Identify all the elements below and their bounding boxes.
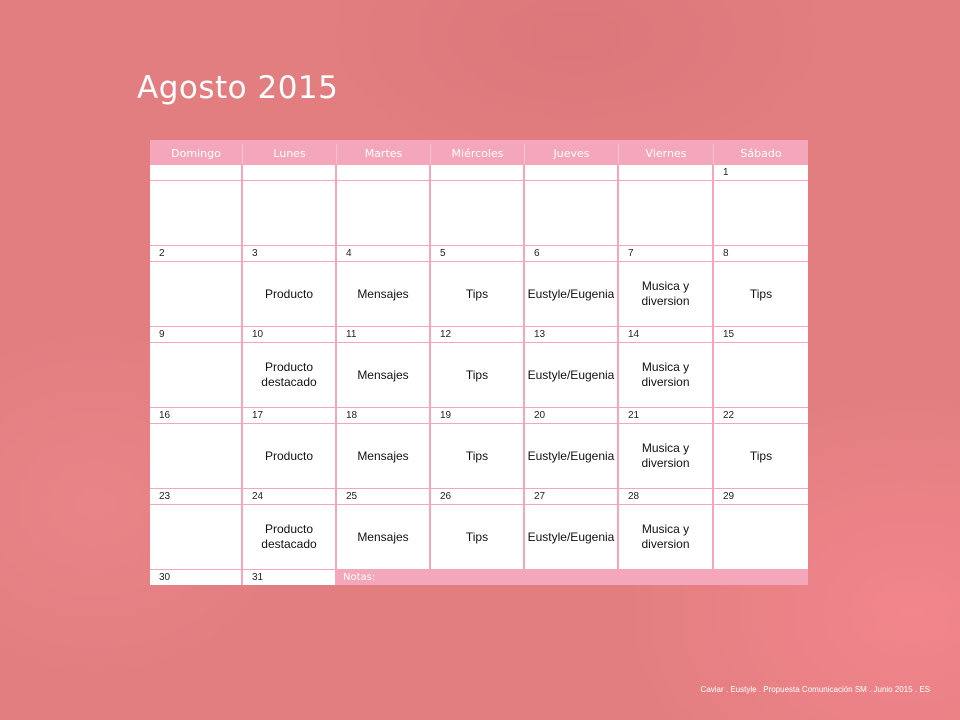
day-number: 31 bbox=[243, 570, 337, 585]
day-number: 15 bbox=[723, 329, 735, 340]
day-number: 28 bbox=[619, 489, 714, 504]
day-number: 14 bbox=[619, 327, 714, 342]
day-number: 3 bbox=[243, 246, 337, 261]
day-content bbox=[619, 181, 714, 245]
week-2-day-numbers bbox=[150, 245, 808, 262]
day-number: 24 bbox=[243, 489, 337, 504]
week-1-content bbox=[150, 181, 808, 245]
day-number: 1 bbox=[723, 167, 729, 178]
day-content: Mensajes bbox=[337, 505, 431, 569]
day-content bbox=[150, 505, 243, 569]
day-content: Tips bbox=[431, 424, 525, 488]
weekday-header-row bbox=[150, 144, 808, 164]
day-number: 29 bbox=[723, 491, 735, 502]
day-content: Tips bbox=[431, 262, 525, 326]
day-content: Tips bbox=[431, 505, 525, 569]
day-number: 26 bbox=[431, 489, 525, 504]
weekday-monday: Lunes bbox=[243, 144, 337, 164]
day-number: 22 bbox=[723, 410, 735, 421]
weekday-tuesday: Martes bbox=[337, 144, 431, 164]
day-number: 23 bbox=[150, 489, 243, 504]
day-number: 9 bbox=[150, 327, 243, 342]
day-content: Mensajes bbox=[337, 424, 431, 488]
day-content: Tips bbox=[431, 343, 525, 407]
day-content bbox=[150, 181, 243, 245]
day-number: 8 bbox=[723, 248, 729, 259]
day-content bbox=[431, 181, 525, 245]
day-number: 18 bbox=[337, 408, 431, 423]
notes-label: Notas: bbox=[337, 570, 808, 585]
day-content: Producto destacado bbox=[243, 505, 337, 569]
day-number: 5 bbox=[431, 246, 525, 261]
day-number: 13 bbox=[525, 327, 619, 342]
day-content: Eustyle/Eugenia bbox=[525, 505, 619, 569]
day-number: 25 bbox=[337, 489, 431, 504]
day-content: Musica y diversion bbox=[619, 505, 714, 569]
calendar-table bbox=[150, 140, 808, 585]
day-content: Producto bbox=[243, 262, 337, 326]
week-3-content bbox=[150, 343, 808, 407]
day-content bbox=[150, 343, 243, 407]
day-content: Eustyle/Eugenia bbox=[525, 424, 619, 488]
day-content: Mensajes bbox=[337, 343, 431, 407]
day-content bbox=[714, 181, 808, 245]
day-content bbox=[525, 181, 619, 245]
day-number: 19 bbox=[431, 408, 525, 423]
day-number: 27 bbox=[525, 489, 619, 504]
day-number bbox=[525, 165, 619, 180]
day-number: 7 bbox=[619, 246, 714, 261]
weekday-saturday: Sábado bbox=[740, 147, 782, 160]
day-content: Eustyle/Eugenia bbox=[525, 262, 619, 326]
footer-text: Caviar . Eustyle . Propuesta Comunicación SM . Junio 2015 . ES bbox=[700, 685, 930, 694]
day-number bbox=[619, 165, 714, 180]
day-content: Tips bbox=[749, 448, 773, 463]
day-number: 4 bbox=[337, 246, 431, 261]
day-content: Musica y diversion bbox=[619, 262, 714, 326]
day-content: Producto bbox=[243, 424, 337, 488]
week-6-row bbox=[150, 569, 808, 585]
weekday-sunday: Domingo bbox=[150, 144, 243, 164]
day-number: 21 bbox=[619, 408, 714, 423]
day-number bbox=[243, 165, 337, 180]
day-number bbox=[150, 165, 243, 180]
day-number: 2 bbox=[150, 246, 243, 261]
week-4-content bbox=[150, 424, 808, 488]
day-number: 16 bbox=[150, 408, 243, 423]
day-content: Mensajes bbox=[337, 262, 431, 326]
weekday-wednesday: Miércoles bbox=[431, 144, 525, 164]
day-number: 11 bbox=[337, 327, 431, 342]
day-content bbox=[337, 181, 431, 245]
week-1-day-numbers bbox=[150, 164, 808, 181]
day-number: 17 bbox=[243, 408, 337, 423]
day-number bbox=[431, 165, 525, 180]
day-content bbox=[714, 505, 808, 569]
day-content bbox=[150, 424, 243, 488]
day-number: 10 bbox=[243, 327, 337, 342]
day-number: 20 bbox=[525, 408, 619, 423]
weekday-friday: Viernes bbox=[619, 144, 714, 164]
day-content: Producto destacado bbox=[243, 343, 337, 407]
week-2-content bbox=[150, 262, 808, 326]
day-content bbox=[243, 181, 337, 245]
week-5-day-numbers bbox=[150, 488, 808, 505]
weekday-thursday: Jueves bbox=[525, 144, 619, 164]
day-number: 6 bbox=[525, 246, 619, 261]
day-content bbox=[150, 262, 243, 326]
week-3-day-numbers bbox=[150, 326, 808, 343]
day-content: Eustyle/Eugenia bbox=[525, 343, 619, 407]
day-number bbox=[337, 165, 431, 180]
day-content: Musica y diversion bbox=[619, 343, 714, 407]
week-4-day-numbers bbox=[150, 407, 808, 424]
day-content: Tips bbox=[749, 286, 773, 301]
week-5-content bbox=[150, 505, 808, 569]
day-number: 12 bbox=[431, 327, 525, 342]
day-content bbox=[714, 343, 808, 407]
page-title: Agosto 2015 bbox=[137, 70, 339, 106]
day-content: Musica y diversion bbox=[619, 424, 714, 488]
day-number: 30 bbox=[150, 570, 243, 585]
